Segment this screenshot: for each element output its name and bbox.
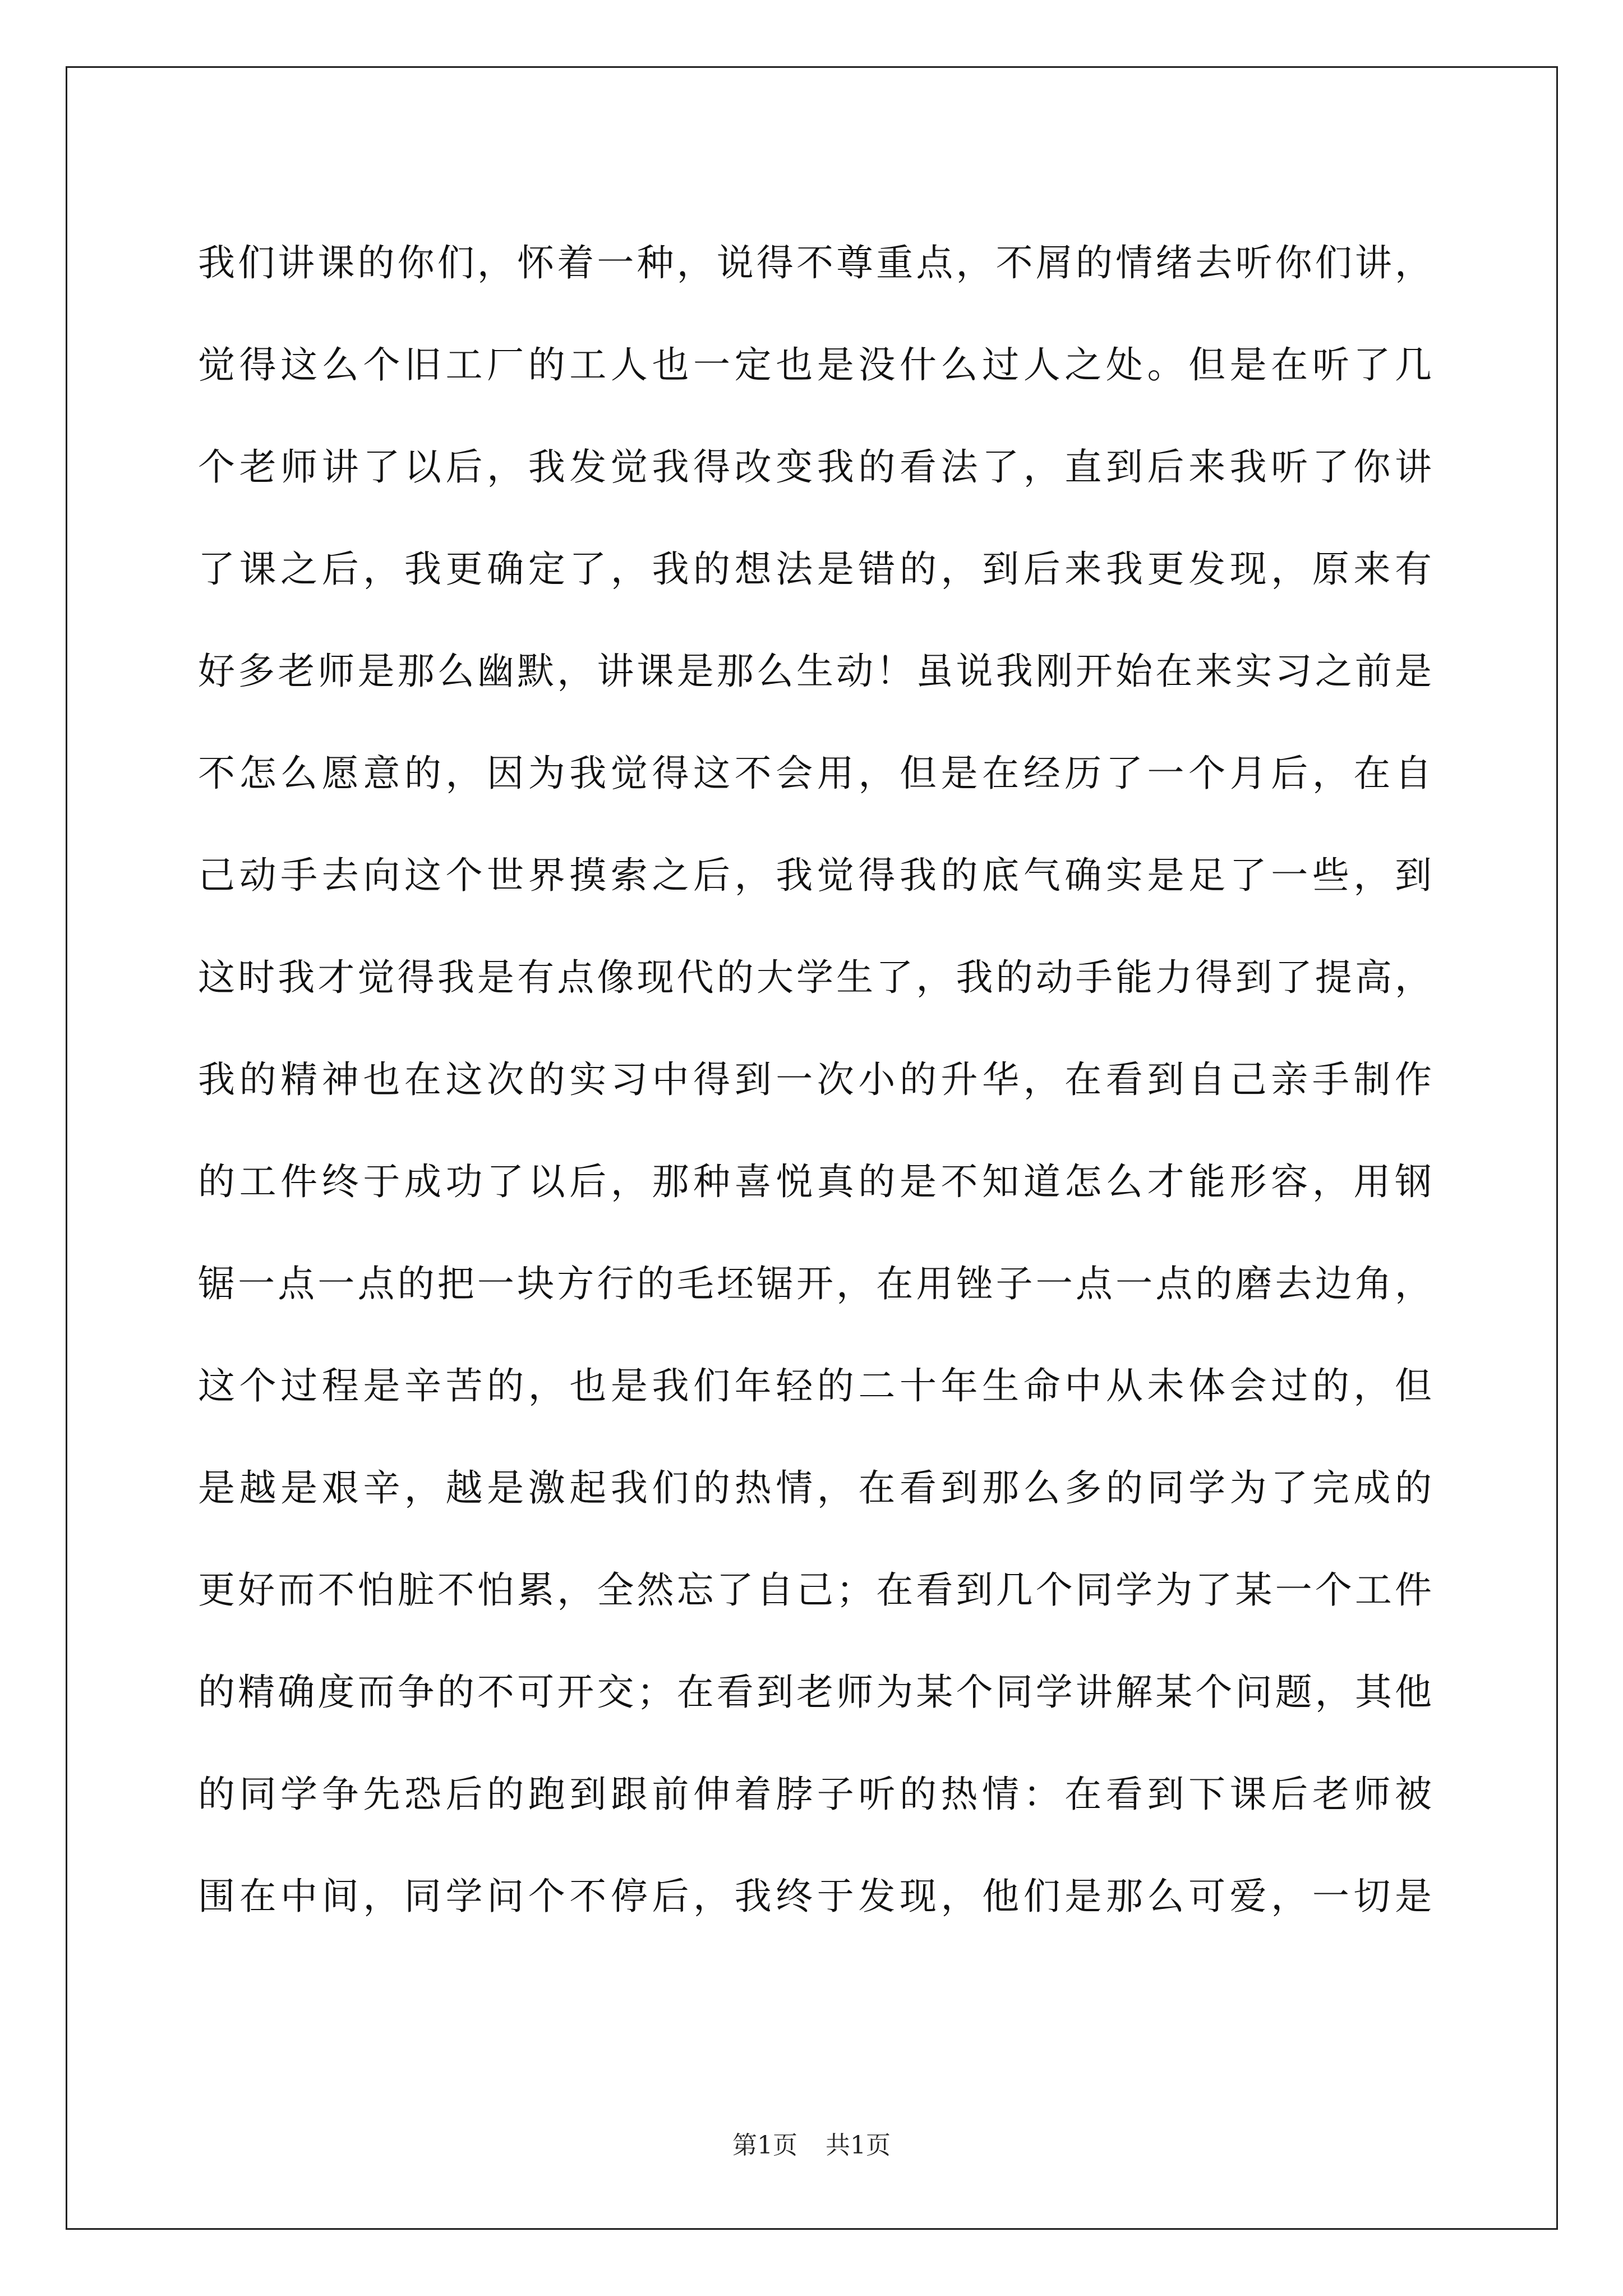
text-line: 更好而不怕脏不怕累，全然忘了自己；在看到几个同学为了某一个工件	[198, 1568, 1432, 1612]
text-line: 己动手去向这个世界摸索之后，我觉得我的底气确实是足了一些，到	[198, 854, 1432, 897]
text-line: 不怎么愿意的，因为我觉得这不会用，但是在经历了一个月后，在自	[198, 752, 1432, 795]
page-total: 共1页	[826, 2131, 891, 2160]
text-line: 围在中间，同学问个不停后，我终于发现，他们是那么可爱，一切是	[198, 1875, 1432, 1918]
page-number: 第1页	[732, 2131, 797, 2160]
text-line: 这个过程是辛苦的，也是我们年轻的二十年生命中从未体会过的，但	[198, 1364, 1432, 1407]
text-line: 的工件终于成功了以后，那种喜悦真的是不知道怎么才能形容，用钢	[198, 1160, 1432, 1203]
page-footer	[0, 2125, 1623, 2161]
text-line: 的同学争先恐后的跑到跟前伸着脖子听的热情：在看到下课后老师被	[198, 1773, 1432, 1816]
text-line: 这时我才觉得我是有点像现代的大学生了，我的动手能力得到了提高，	[198, 956, 1432, 999]
text-line: 了课之后，我更确定了，我的想法是错的，到后来我更发现，原来有	[198, 547, 1432, 591]
text-line: 觉得这么个旧工厂的工人也一定也是没什么过人之处。但是在听了几	[198, 343, 1432, 386]
text-line: 我的精神也在这次的实习中得到一次小的升华，在看到自己亲手制作	[198, 1058, 1432, 1101]
text-line: 好多老师是那么幽默，讲课是那么生动！虽说我刚开始在来实习之前是	[198, 650, 1432, 693]
text-line: 个老师讲了以后，我发觉我得改变我的看法了，直到后来我听了你讲	[198, 445, 1432, 489]
text-line: 是越是艰辛，越是激起我们的热情，在看到那么多的同学为了完成的	[198, 1466, 1432, 1510]
document-body	[198, 212, 1432, 1948]
text-line: 我们讲课的你们，怀着一种，说得不尊重点，不屑的情绪去听你们讲，	[198, 241, 1432, 284]
text-line: 的精确度而争的不可开交；在看到老师为某个同学讲解某个问题，其他	[198, 1671, 1432, 1714]
text-line: 锯一点一点的把一块方行的毛坯锯开，在用锉子一点一点的磨去边角，	[198, 1262, 1432, 1305]
